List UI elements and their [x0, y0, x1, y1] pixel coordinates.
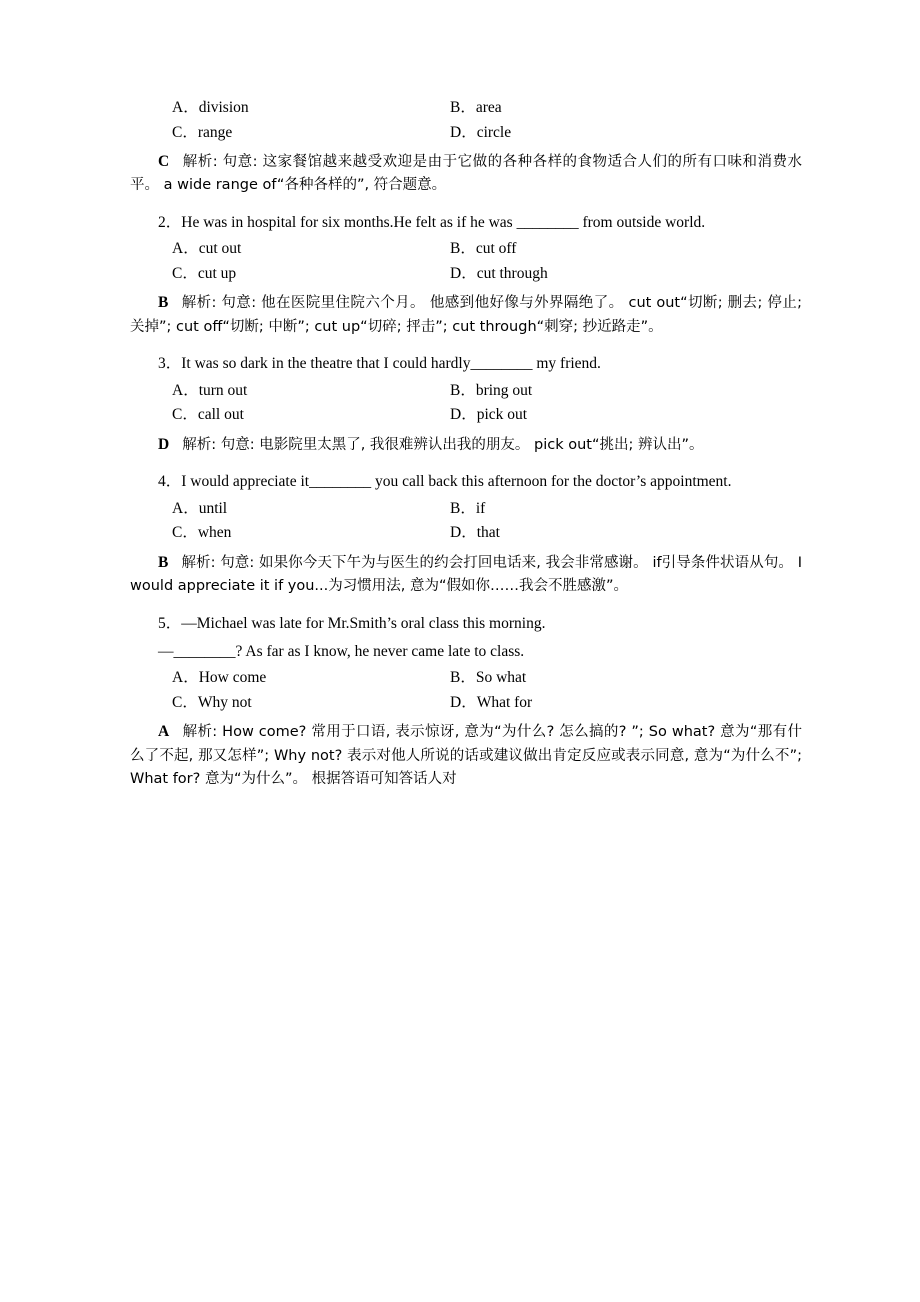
answer-letter: B — [158, 294, 169, 312]
option-row — [130, 383, 802, 399]
question-stem: 2．He was in hospital for six months.He felt as if he was ________ from outside world. — [158, 213, 706, 231]
option-a: A．cut out — [172, 240, 242, 258]
option-row — [130, 100, 802, 116]
option-row — [130, 266, 802, 282]
option-a: A．How come — [172, 669, 267, 687]
analysis-paragraph — [130, 432, 802, 457]
option-b: B．cut off — [450, 240, 517, 258]
answer-letter: A — [158, 723, 170, 741]
option-b: B．bring out — [450, 381, 533, 399]
analysis-paragraph — [130, 719, 802, 791]
answer-letter: B — [158, 553, 169, 571]
analysis-text: 解析: 句意: 电影院里太黑了, 我很难辨认出我的朋友。 pick out“挑出; 辨认出”。 — [182, 436, 704, 453]
option-c: C．when — [172, 524, 232, 542]
option-c: C．cut up — [172, 264, 237, 282]
analysis-paragraph — [130, 149, 802, 198]
option-a: A．until — [172, 499, 228, 517]
option-a: A．turn out — [172, 381, 248, 399]
option-row — [130, 407, 802, 423]
option-d: D．pick out — [450, 406, 528, 424]
question-stem-reply: —________? As far as I know, he never came late to class. — [158, 642, 525, 660]
analysis-paragraph — [130, 290, 802, 339]
analysis-text: 解析: 句意: 他在医院里住院六个月。 他感到他好像与外界隔绝了。 cut out“切断; 删去; 停止; 关掉”; cut off“切断; 中断”; cut up“切碎; 抨击”; cut through“刺穿; 抄近路走”。 — [130, 295, 802, 335]
option-a: A．division — [172, 99, 249, 116]
question-stem: 5．—Michael was late for Mr.Smith’s oral class this morning. — [158, 614, 546, 632]
option-row — [130, 525, 802, 541]
option-c: C．call out — [172, 406, 244, 424]
analysis-text: 解析: How come? 常用于口语, 表示惊讶, 意为“为什么? 怎么搞的? ”; So what? 意为“那有什么了不起, 那又怎样”; Why not? 表示对他人所说的话或建议做出肯定反应或表示同意, 意为“为什么不”; What for? 意为“为什么”。 根据答语可知答话人对 — [130, 724, 802, 788]
option-row — [130, 241, 802, 257]
analysis-text: 解析: 句意: 如果你今天下午为与医生的约会打回电话来, 我会非常感谢。 if引导条件状语从句。 I would appreciate it if you...为习惯用法, 意为“假如你……我会不胜感激”。 — [130, 554, 802, 595]
option-d: D．What for — [450, 693, 533, 711]
question-stem: 4．I would appreciate it________ you call back this afternoon for the doctor’s appointment. — [158, 473, 732, 491]
option-d: D．that — [450, 524, 500, 542]
option-c: C．Why not — [172, 693, 252, 711]
option-c: C．range — [172, 123, 233, 141]
answer-letter: C — [158, 153, 170, 170]
option-d: D．cut through — [450, 264, 548, 282]
answer-letter: D — [158, 435, 170, 453]
option-b: B．So what — [450, 669, 527, 687]
option-row — [130, 670, 802, 686]
option-d: D．circle — [450, 123, 512, 141]
option-row — [130, 501, 802, 517]
analysis-text: 解析: 句意: 这家餐馆越来越受欢迎是由于它做的各种各样的食物适合人们的所有口味和消费水平。 a wide range of“各种各样的”, 符合题意。 — [130, 154, 802, 194]
question-stem: 3．It was so dark in the theatre that I could hardly________ my friend. — [158, 355, 601, 373]
option-row — [130, 125, 802, 141]
analysis-paragraph — [130, 550, 802, 599]
document-body — [130, 100, 802, 800]
option-b: B．area — [450, 99, 502, 116]
option-b: B．if — [450, 499, 486, 517]
option-row — [130, 695, 802, 711]
